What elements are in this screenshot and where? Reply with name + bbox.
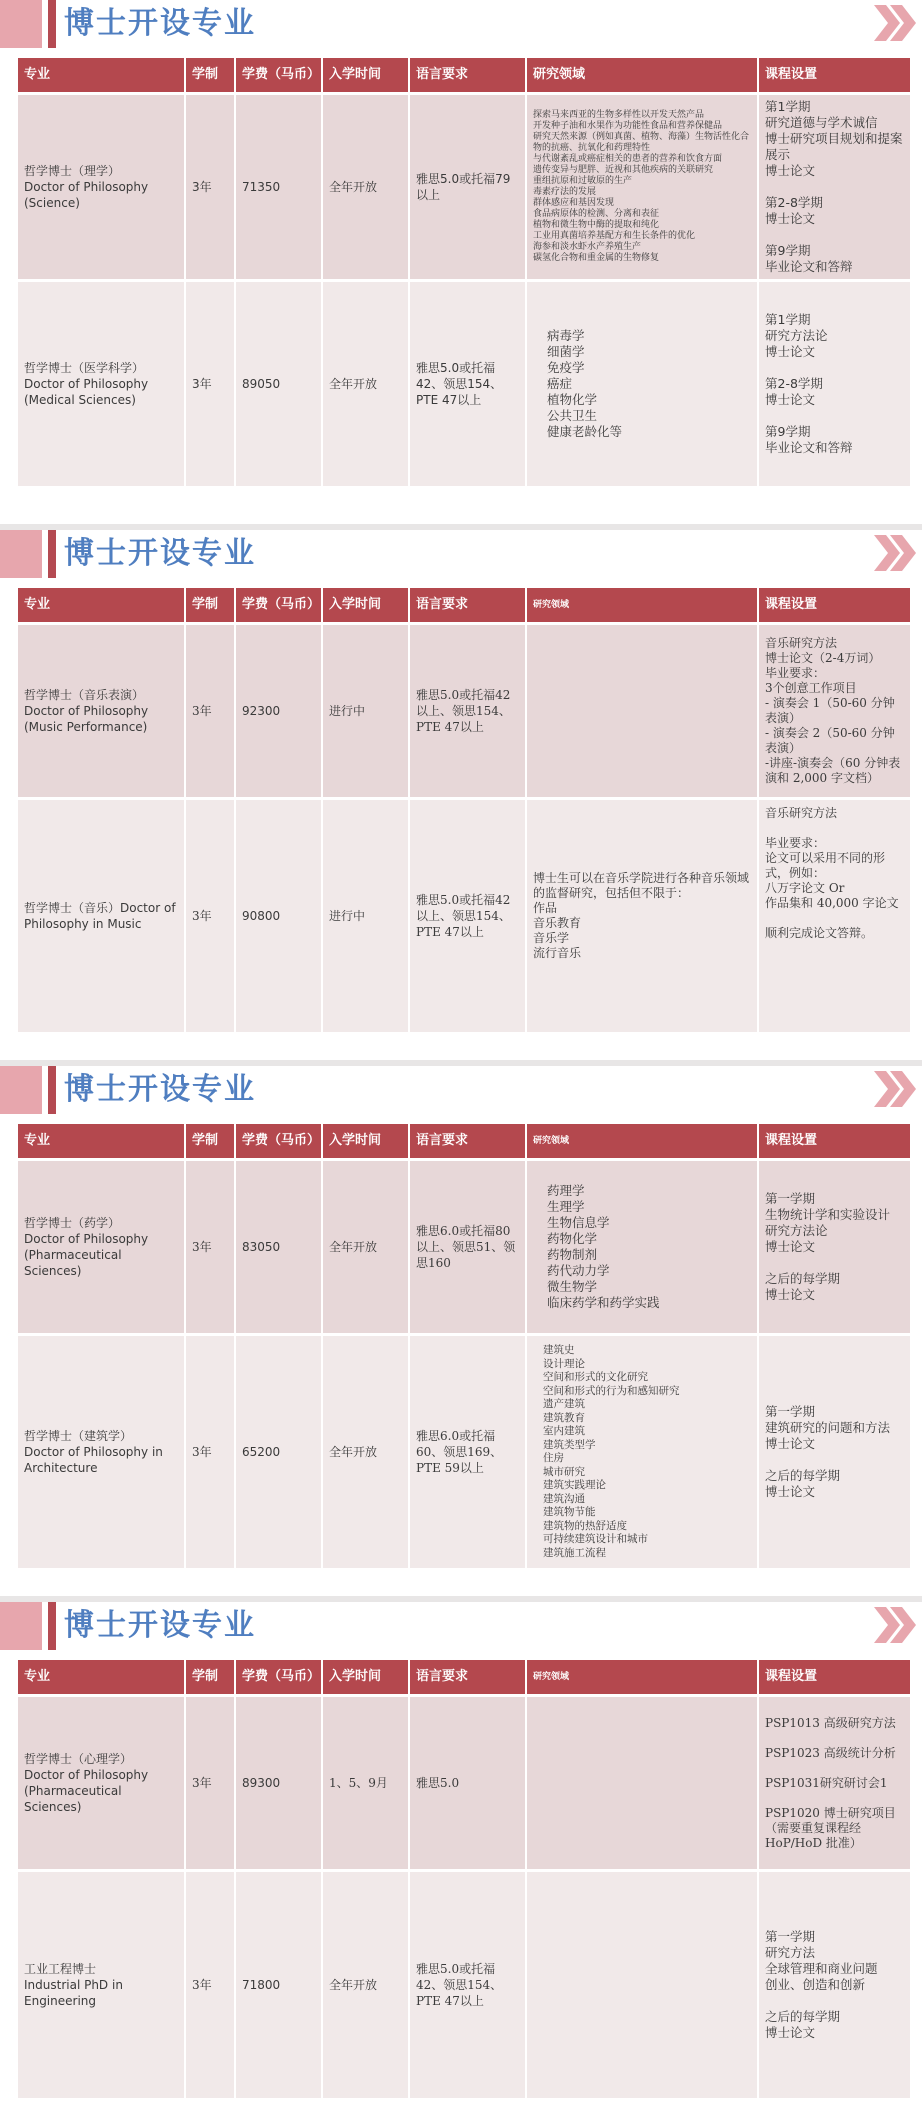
header-research: 研究领域 [527,1124,759,1158]
language-cell: 雅思6.0或托福60、领思169、PTE 59以上 [410,1336,527,1568]
title-accent-block [0,1066,42,1114]
slide-title: 博士开设专业 [64,1608,256,1643]
title-accent-stripe [48,1602,56,1650]
courses-cell: 第一学期 研究方法 全球管理和商业问题 创业、创造和创新 之后的每学期 博士论文 [759,1872,910,2098]
header-intake: 入学时间 [323,588,410,622]
tuition-cell: 65200 [236,1336,323,1568]
header-courses: 课程设置 [759,1124,910,1158]
table-row [18,1161,910,1333]
double-chevron-right-icon [872,1605,916,1645]
header-courses: 课程设置 [759,58,910,92]
tuition-cell: 71800 [236,1872,323,2098]
header-language: 语言要求 [410,58,527,92]
header-intake: 入学时间 [323,58,410,92]
intake-cell: 全年开放 [323,95,410,279]
header-duration: 学制 [186,58,236,92]
header-language: 语言要求 [410,1124,527,1158]
major-cell: 工业工程博士 Industrial PhD in Engineering [18,1872,186,2098]
header-research: 研究领域 [527,588,759,622]
header-duration: 学制 [186,1660,236,1694]
major-cell: 哲学博士（建筑学） Doctor of Philosophy in Architecture [18,1336,186,1568]
intake-cell: 全年开放 [323,1336,410,1568]
courses-cell: PSP1013 高级研究方法 PSP1023 高级统计分析 PSP1031研究研讨会1 PSP1020 博士研究项目（需要重复课程经HoP/HoD 批准） [759,1697,910,1869]
double-chevron-right-icon [872,533,916,573]
header-intake: 入学时间 [323,1124,410,1158]
duration-cell: 3年 [186,95,236,279]
title-bar [0,530,922,582]
title-accent-block [0,1602,42,1650]
duration-cell: 3年 [186,1161,236,1333]
slide-2 [0,530,922,1060]
major-cell: 哲学博士（理学） Doctor of Philosophy (Science) [18,95,186,279]
major-cell: 哲学博士（药学） Doctor of Philosophy (Pharmaceutical Sciences) [18,1161,186,1333]
header-major: 专业 [18,58,186,92]
courses-cell: 音乐研究方法 博士论文（2-4万词） 毕业要求： 3个创意工作项目 - 演奏会 1（50-60 分钟表演） - 演奏会 2（50-60 分钟表演） -讲座-演奏会（60 分钟表演和 2,000 字文档） [759,625,910,797]
tuition-cell: 71350 [236,95,323,279]
program-table [18,588,910,1032]
table-row [18,800,910,1032]
double-chevron-right-icon [872,1069,916,1109]
program-table [18,1124,910,1568]
major-cell: 哲学博士（医学科学） Doctor of Philosophy (Medical Sciences) [18,282,186,486]
research-cell: 博士生可以在音乐学院进行各种音乐领域的监督研究，包括但不限于： 作品 音乐教育 音乐学 流行音乐 [527,800,759,1032]
language-cell: 雅思5.0或托福42以上、领思154、PTE 47以上 [410,625,527,797]
language-cell: 雅思5.0或托福42、领思154、PTE 47以上 [410,282,527,486]
duration-cell: 3年 [186,1336,236,1568]
header-duration: 学制 [186,588,236,622]
intake-cell: 全年开放 [323,282,410,486]
header-tuition: 学费（马币） [236,58,323,92]
header-research: 研究领域 [527,1660,759,1694]
tuition-cell: 89300 [236,1697,323,1869]
slide-title: 博士开设专业 [64,6,256,41]
tuition-cell: 83050 [236,1161,323,1333]
table-header-row [18,588,910,622]
header-tuition: 学费（马币） [236,588,323,622]
header-major: 专业 [18,1660,186,1694]
research-cell [527,1872,759,2098]
intake-cell: 进行中 [323,800,410,1032]
intake-cell: 全年开放 [323,1161,410,1333]
language-cell: 雅思5.0或托福79以上 [410,95,527,279]
courses-cell: 第1学期 研究道德与学术诚信 博士研究项目规划和提案展示 博士论文 第2-8学期 博士论文 第9学期 毕业论文和答辩 [759,95,910,279]
header-language: 语言要求 [410,588,527,622]
table-row [18,625,910,797]
courses-cell: 音乐研究方法 毕业要求： 论文可以采用不同的形式，例如： 八万字论文 Or 作品集和 40,000 字论文 顺利完成论文答辩。 [759,800,910,1032]
slide-1 [0,0,922,524]
title-accent-block [0,0,42,48]
major-cell: 哲学博士（心理学） Doctor of Philosophy (Pharmaceutical Sciences) [18,1697,186,1869]
major-cell: 哲学博士（音乐表演） Doctor of Philosophy (Music Performance) [18,625,186,797]
header-courses: 课程设置 [759,1660,910,1694]
duration-cell: 3年 [186,800,236,1032]
language-cell: 雅思5.0或托福42、领思154、PTE 47以上 [410,1872,527,2098]
table-row [18,1336,910,1568]
title-bar [0,1066,922,1118]
language-cell: 雅思6.0或托福80以上、领思51、领思160 [410,1161,527,1333]
courses-cell: 第一学期 建筑研究的问题和方法 博士论文 之后的每学期 博士论文 [759,1336,910,1568]
research-cell: 药理学 生理学 生物信息学 药物化学 药物制剂 药代动力学 微生物学 临床药学和药学实践 [527,1161,759,1333]
slide-title: 博士开设专业 [64,1072,256,1107]
header-language: 语言要求 [410,1660,527,1694]
program-table [18,1660,910,2098]
research-cell [527,1697,759,1869]
language-cell: 雅思5.0 [410,1697,527,1869]
table-header-row [18,58,910,92]
header-intake: 入学时间 [323,1660,410,1694]
courses-cell: 第1学期 研究方法论 博士论文 第2-8学期 博士论文 第9学期 毕业论文和答辩 [759,282,910,486]
major-cell: 哲学博士（音乐）Doctor of Philosophy in Music [18,800,186,1032]
header-major: 专业 [18,588,186,622]
tuition-cell: 90800 [236,800,323,1032]
title-bar [0,0,922,52]
table-header-row [18,1660,910,1694]
intake-cell: 进行中 [323,625,410,797]
language-cell: 雅思5.0或托福42以上、领思154、PTE 47以上 [410,800,527,1032]
duration-cell: 3年 [186,625,236,797]
header-major: 专业 [18,1124,186,1158]
header-tuition: 学费（马币） [236,1124,323,1158]
table-row [18,95,910,279]
program-table [18,58,910,486]
table-row [18,1697,910,1869]
title-accent-stripe [48,0,56,48]
intake-cell: 全年开放 [323,1872,410,2098]
courses-cell: 第一学期 生物统计学和实验设计 研究方法论 博士论文 之后的每学期 博士论文 [759,1161,910,1333]
tuition-cell: 89050 [236,282,323,486]
title-bar [0,1602,922,1654]
tuition-cell: 92300 [236,625,323,797]
slide-title: 博士开设专业 [64,536,256,571]
title-accent-stripe [48,530,56,578]
title-accent-block [0,530,42,578]
research-cell [527,625,759,797]
table-row [18,1872,910,2098]
header-tuition: 学费（马币） [236,1660,323,1694]
slide-3 [0,1066,922,1596]
research-cell: 建筑史 设计理论 空间和形式的文化研究 空间和形式的行为和感知研究 遗产建筑 建筑教育 室内建筑 建筑类型学 住房 城市研究 建筑实践理论 建筑沟通 建筑物节能 建筑物的热舒适度 可持续建筑设计和城市 建筑施工流程 [527,1336,759,1568]
research-cell: 探索马来西亚的生物多样性以开发天然产品 开发种子油和水果作为功能性食品和营养保健品 研究天然来源（例如真菌、植物、海藻）生物活性化合物的抗癌、抗氧化和药理特性 与代谢紊乱或癌症相关的患者的营养和饮食方面 遗传变异与肥胖、近视和其他疾病的关联研究 重组抗原和过敏原的生产 毒素疗法的发展 群体感应和基因发现 食品病原体的检测、分离和表征 植物和微生物中酶的提取和纯化 工业用真菌培养基配方和生长条件的优化 海参和淡水虾水产养殖生产 碳氢化合物和重金属的生物修复 [527,95,759,279]
header-research: 研究领域 [527,58,759,92]
intake-cell: 1、5、9月 [323,1697,410,1869]
title-accent-stripe [48,1066,56,1114]
duration-cell: 3年 [186,1697,236,1869]
duration-cell: 3年 [186,1872,236,2098]
double-chevron-right-icon [872,3,916,43]
header-courses: 课程设置 [759,588,910,622]
slide-4 [0,1602,922,2121]
table-row [18,282,910,486]
table-header-row [18,1124,910,1158]
header-duration: 学制 [186,1124,236,1158]
research-cell: 病毒学 细菌学 免疫学 癌症 植物化学 公共卫生 健康老龄化等 [527,282,759,486]
duration-cell: 3年 [186,282,236,486]
